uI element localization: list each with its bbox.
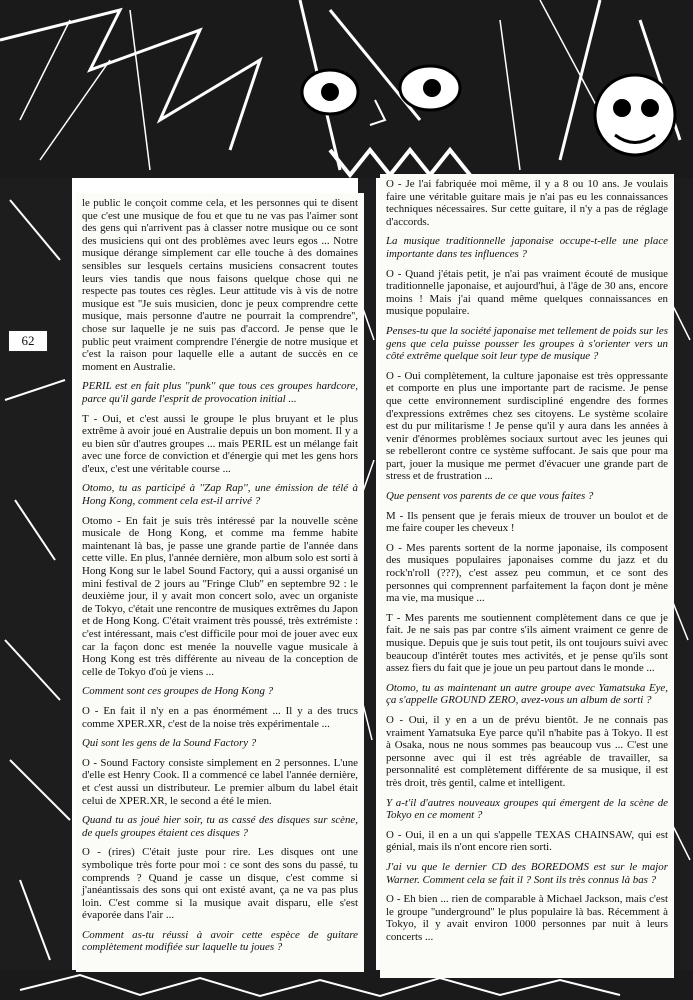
interview-question: PERIL est en fait plus ''punk'' que tous ces groupes hardcore, parce qu'il garde l'esprit de provocation initial ...	[82, 380, 358, 405]
interview-question: Comment sont ces groupes de Hong Kong ?	[82, 685, 274, 698]
interview-question: J'ai vu que le dernier CD des BOREDOMS est sur le major Warner. Comment cela se fait il ? Sont ils très connus là bas ?	[386, 860, 668, 886]
interview-answer: O - Sound Factory consiste simplement en 2 personnes. L'une d'elle est Henry Cook. Il a commencé ce label l'année dernière, et c'est aussi un distributeur. Le premier album du label était celui de XPER.XR, le second a été le mien.	[82, 756, 358, 807]
interview-answer: O - (rires) C'était juste pour rire. Les disques ont une symbolique très forte pour moi : ce sont des sons du passé, tu comprends ? Quand je casse un disque, c'est comme si j'anéantissais des sons qui ont existé avant, ça ne va pas plus loin. C'est comme si la musique avait disparu, elle s'est évaporée dans l'air ...	[82, 846, 358, 922]
interview-answer: O - Oui, il y en a un de prévu bientôt. Je ne connais pas vraiment Yamatsuka Eye parce qu'il n'habite pas à Tokyo. Il est à Osaka, nous ne nous sommes pas beaucoup vus ... C'est une personne avec qui il est très agréable de travailler, sa personnalité est complètement différente de sa musique, il est très droit, très gentil, calme et intelligent.	[386, 713, 668, 789]
interview-answer: le public le conçoit comme cela, et les personnes qui te disent que c'est une musique de fou et que tu ne vas pas l'aimer sont des gens qui n'arrivent pas à classer notre musique ou ce sont des musiciens qui ont des problèmes avec leurs egos ... Notre musique dérange simplement car elle touche à des domaines sensibles sur lesquels certains musiciens consacrent toutes leurs vies tandis que nous faisons quelque chose qui ne respecte pas toutes ces règles. Leur attitude vis à vis de notre musique est ''Je suis musicien, donc je peux comprendre cette musique, mais personne d'autre ne pourrait la comprendre'', chose sur laquelle je ne suis pas d'accord. Je pense que le public peut vraiment comprendre l'énergie de notre musique et c'est la raison pour laquelle elle a autant de succès en ce moment en Australie.	[82, 197, 358, 373]
interview-answer: O - Je l'ai fabriquée moi même, il y a 8 ou 10 ans. Je voulais faire une véritable guitare mais je n'ai pas eu les connaissances techniques nécessaires. Sur cette guitare, il n'y a pas de réglage d'accords.	[386, 178, 668, 228]
interview-question: Otomo, tu as participé à ''Zap Rap'', une émission de télé à Hong Kong, comment cela est-il arrivé ?	[82, 482, 358, 508]
page-number: 62	[8, 330, 48, 352]
interview-answer: O - Eh bien ... rien de comparable à Michael Jackson, mais c'est le groupe ''underground'' le plus populaire là bas. Récemment à Tokyo, il y avait environ 1000 personnes par nuit à leurs concerts ...	[386, 893, 668, 943]
interview-answer: T - Mes parents me soutiennent complètement dans ce que je fait. Je ne sais pas par contre s'ils aiment vraiment ce genre de musique. Depuis que je suis tout petit, ils ont toujours suivi avec beaucoup d'intérêt toutes mes activités, et je pense qu'ils sont assez fiers du fait que je joue un peu partout dans le monde ...	[386, 611, 668, 675]
interview-question: La musique traditionnelle japonaise occupe-t-elle une place importante dans tes influences ?	[386, 235, 668, 260]
interview-question: Comment as-tu réussi à avoir cette espèce de guitare complètement modifiée sur laquelle tu joues ?	[82, 928, 358, 954]
left-margin-ink	[0, 178, 72, 1000]
interview-answer: T - Oui, et c'est aussi le groupe le plus bruyant et le plus extrême à avoir joué en Australie depuis un bon moment. Il y a eu bien sûr d'autres groupes ... mais PERIL est un mélange fait avec une force de conviction et d'énergie qui met les gens hors d'eux, c'est une véritable course ...	[82, 412, 358, 475]
interview-question: Qui sont les gens de la Sound Factory ?	[82, 737, 257, 750]
interview-answer: O - Mes parents sortent de la norme japonaise, ils composent des musiques populaires japonaises comme du jazz et du rock'n'roll (???), c'est assez peu commun, et ce sont des personnes qui comprennent parfaitement la façon dont je mène ma vie, ma musique ...	[386, 541, 668, 605]
interview-question: Y a-t'il d'autres nouveaux groupes qui émergent de la scène de Tokyo en ce moment ?	[386, 796, 668, 822]
interview-answer: M - Ils pensent que je ferais mieux de trouver un boulot et de me faire couper les cheveux !	[386, 509, 668, 535]
left-text-column	[76, 193, 364, 972]
interview-question: Que pensent vos parents de ce que vous faites ?	[386, 490, 594, 503]
interview-question: Quand tu as joué hier soir, tu as cassé des disques sur scène, de quels groupes étaient ces disques ?	[82, 814, 358, 839]
interview-answer: O - En fait il n'y en a pas énormément ... Il y a des trucs comme XPER.XR, c'est de la noise très expérimentale ...	[82, 704, 358, 730]
interview-question: Penses-tu que la société japonaise met tellement de poids sur les gens que cela puisse pousser les groupes à s'orienter vers un côté extrême quelque soit leur type de musique ?	[386, 324, 668, 363]
interview-question: Otomo, tu as maintenant un autre groupe avec Yamatsuka Eye, ça s'appelle GROUND ZERO, avez-vous un album de sorti ?	[386, 681, 668, 707]
interview-answer: O - Oui, il en a un qui s'appelle TEXAS CHAINSAW, qui est génial, mais ils n'ont encore rien sorti.	[386, 828, 668, 854]
interview-answer: O - Quand j'étais petit, je n'ai pas vraiment écouté de musique traditionnelle japonaise, et aujourd'hui, à l'âge de 30 ans, encore moins ! Mais j'ai quand même quelques connaissances en musique populaire.	[386, 267, 668, 318]
right-text-column	[380, 174, 674, 978]
interview-answer: Otomo - En fait je suis très intéressé par la nouvelle scène musicale de Hong Kong, et comme ma femme habite maintenant là bas, je passe une grande partie de l'année dans cette ville. En plus, l'année dernière, mon album solo est sorti à Hong Kong sur le label Sound Factory, qui a aussi organisé un mini festival de 2 jours au ''Fringe Club'' en septembre 92 : le deuxième jour, il y avait mon concert solo, avec un organiste de Tokyo, c'était une rencontre de musiques extrêmes du Japon et de Hong Kong. C'était vraiment très poussé, très extrémiste : c'est intéressant, mais c'est difficile pour moi de jouer avec eux car la façon donc est menée la nouvelle vague musicale à Hong Kong est très différente au niveau de la conception de celle de Tokyo d'où je viens ...	[82, 514, 358, 678]
interview-answer: O - Oui complètement, la culture japonaise est très oppressante et comporte en plus une importante part de racisme. Je pense que cette environnement surdiscipliné engendre des formes d'expressions extrêmes chez ses citoyens. Le système scolaire est du pur militarisme ! Je pense qu'il y aura dans les années à venir d'énormes problèmes sociaux surtout avec les jeunes qui se rebelleront contre ce système suffocant. Je sais que pour ma part, jouer la musique me permet d'évacuer une grande part de stress et de frustration ...	[386, 369, 668, 483]
